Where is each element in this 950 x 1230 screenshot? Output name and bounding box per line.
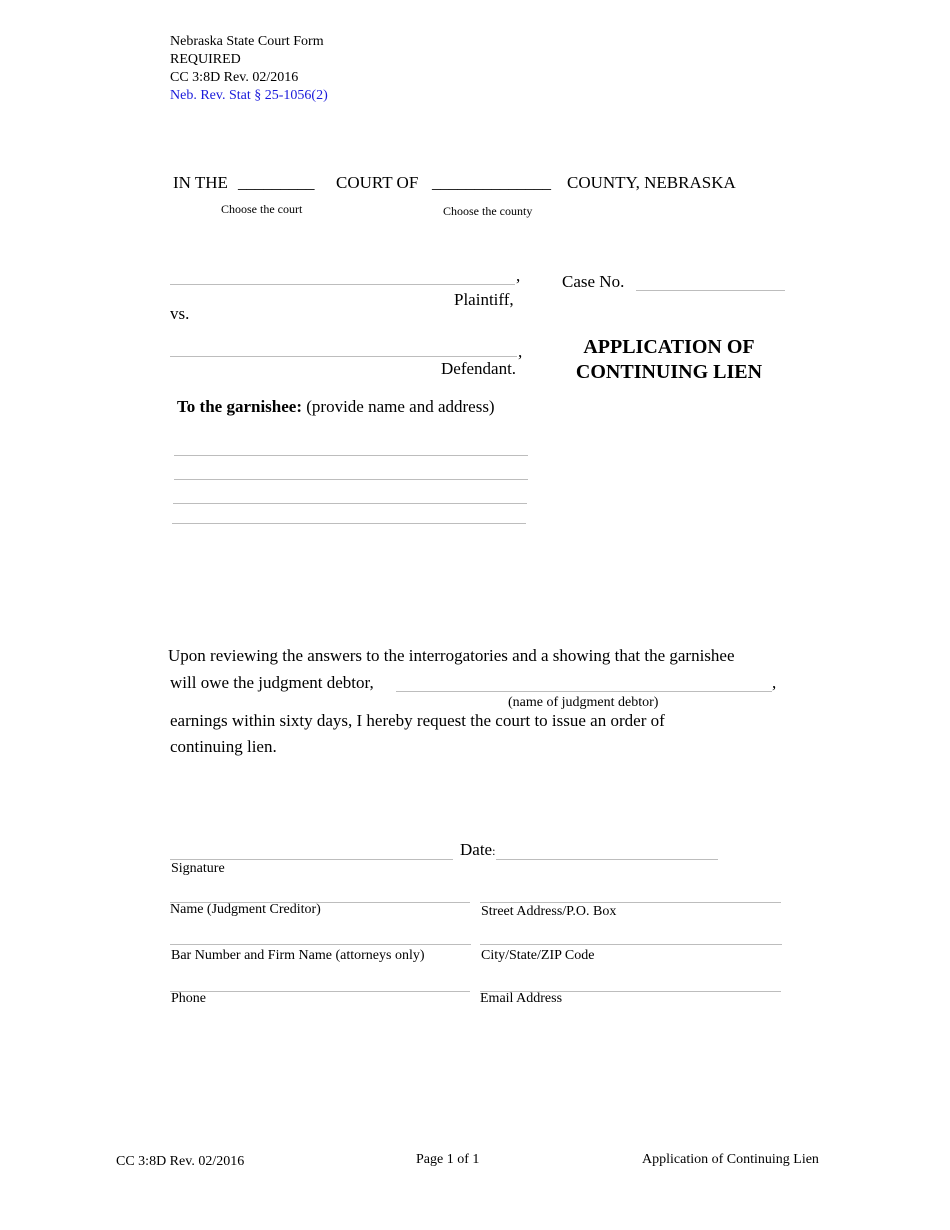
bar-firm-field[interactable] [170, 926, 471, 944]
in-the-label: IN THE [173, 173, 228, 192]
creditor-name-label: Name (Judgment Creditor) [170, 902, 321, 917]
body-line-3: earnings within sixty days, I hereby request the court to issue an order of [170, 711, 665, 730]
phone-label: Phone [171, 991, 206, 1006]
plaintiff-name-field[interactable] [170, 266, 515, 284]
statute-link[interactable]: Neb. Rev. Stat § 25-1056(2) [170, 88, 328, 103]
title-line-1: APPLICATION OF [583, 336, 755, 358]
footer-title: Application of Continuing Lien [642, 1152, 819, 1167]
bar-firm-label: Bar Number and Firm Name (attorneys only) [171, 948, 425, 963]
defendant-name-field[interactable] [170, 338, 517, 356]
date-label-text: Date [460, 840, 493, 859]
plaintiff-comma: , [516, 266, 521, 285]
form-number: CC 3:8D Rev. 02/2016 [170, 70, 299, 85]
body-line-4: continuing lien. [170, 737, 277, 756]
court-of-label: COURT OF [336, 173, 419, 192]
signature-label: Signature [171, 861, 225, 876]
judgment-debtor-field[interactable] [396, 673, 772, 691]
judgment-debtor-line [396, 691, 772, 692]
garnishee-label [177, 397, 495, 417]
choose-county-hint: Choose the county [443, 204, 533, 218]
plaintiff-label: Plaintiff, [454, 290, 514, 309]
garnishee-line-2-field[interactable] [174, 461, 528, 479]
city-state-zip-label: City/State/ZIP Code [481, 948, 595, 963]
defendant-line [170, 356, 517, 357]
date-label [460, 840, 495, 860]
signature-field[interactable] [170, 841, 453, 859]
body-line-1: Upon reviewing the answers to the interrogatories and a showing that the garnishee [168, 646, 735, 665]
garnishee-line-4-field[interactable] [172, 505, 526, 523]
debtor-comma: , [772, 673, 777, 692]
phone-line [170, 991, 470, 992]
creditor-name-field[interactable] [170, 884, 470, 902]
city-state-zip-field[interactable] [480, 926, 782, 944]
date-colon: : [492, 844, 496, 858]
county-nebraska-label: COUNTY, NEBRASKA [567, 173, 736, 192]
form-title-line: Nebraska State Court Form [170, 34, 324, 49]
garnishee-line-2 [174, 479, 528, 480]
debtor-caption: (name of judgment debtor) [508, 695, 659, 710]
body-line-2: will owe the judgment debtor, [170, 673, 374, 692]
bar-firm-line [170, 944, 471, 945]
plaintiff-line [170, 284, 515, 285]
case-number-line [636, 290, 785, 291]
footer-page-number: Page 1 of 1 [416, 1152, 480, 1167]
signature-line [170, 859, 453, 860]
title-line-2: CONTINUING LIEN [575, 361, 763, 383]
garnishee-label-bold: To the garnishee: [177, 397, 302, 416]
street-address-line [480, 902, 781, 903]
garnishee-line-1 [174, 455, 528, 456]
email-label: Email Address [480, 991, 563, 1006]
vs-label: vs. [170, 304, 190, 323]
city-state-zip-line [480, 944, 782, 945]
required-label: REQUIRED [170, 52, 241, 67]
date-line [496, 859, 718, 860]
garnishee-line-3-field[interactable] [173, 485, 527, 503]
defendant-comma: , [518, 342, 523, 361]
footer-form-number: CC 3:8D Rev. 02/2016 [116, 1154, 245, 1169]
email-field[interactable] [480, 973, 781, 991]
garnishee-line-4 [172, 523, 526, 524]
case-number-field[interactable] [636, 272, 785, 290]
phone-field[interactable] [170, 973, 470, 991]
document-title [560, 335, 778, 385]
garnishee-label-hint: (provide name and address) [302, 397, 495, 416]
court-select[interactable]: _________ [238, 173, 315, 192]
street-address-label: Street Address/P.O. Box [481, 904, 617, 919]
case-no-label: Case No. [562, 272, 625, 291]
choose-court-hint: Choose the court [221, 202, 303, 216]
street-address-field[interactable] [480, 884, 781, 902]
defendant-label: Defendant. [441, 359, 517, 378]
county-select[interactable]: ______________ [432, 173, 551, 192]
date-field[interactable] [496, 841, 718, 859]
garnishee-line-1-field[interactable] [174, 437, 528, 455]
garnishee-line-3 [173, 503, 527, 504]
